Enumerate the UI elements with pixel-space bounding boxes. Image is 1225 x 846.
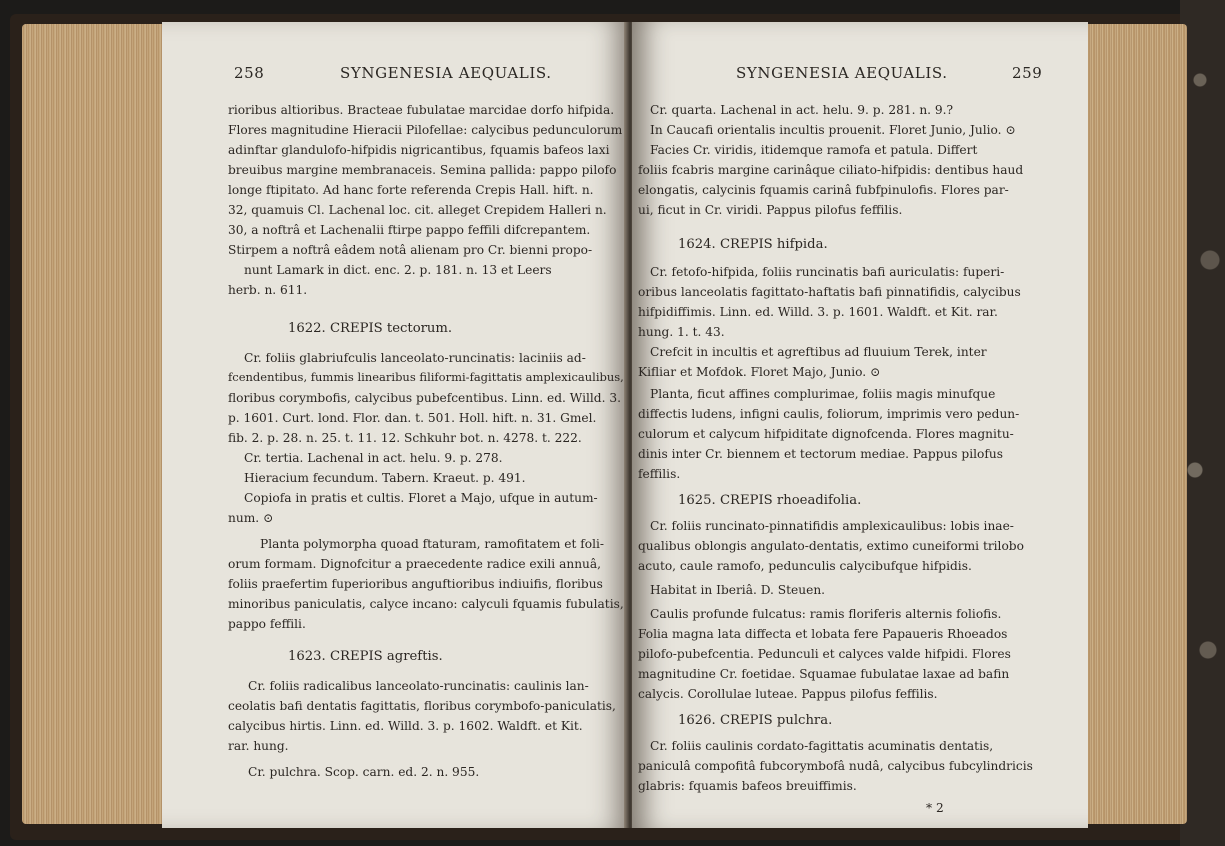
text-line: Planta, ficut affines complurimae, foliis magis minufque [650,387,996,401]
text-line: foliis fcabris margine carinâque ciliato-hifpidis: dentibus haud [638,163,1024,177]
text-line: pilofo-pubefcentia. Pedunculi et calyces valde hifpidi. Flores [638,647,1011,661]
text-line: Kifliar et Mofdok. Floret Majo, Junio. ⊙ [638,365,881,379]
text-line: diffectis ludens, infigni caulis, foliorum, imprimis vero pedun- [638,407,1020,421]
text-line: paniculâ compofitâ fubcorymbofâ nudâ, calycibus fubcylindricis [638,759,1033,773]
text-line: orum formam. Dignofcitur a praecedente radice exili annuâ, [228,557,602,571]
text-line: fcendentibus, fummis linearibus filiformi-fagittatis amplexicaulibus, [228,370,624,384]
text-line: Cr. tertia. Lachenal in act. helu. 9. p. 278. [244,451,503,465]
right-page [632,22,1088,828]
text-line: calycibus hirtis. Linn. ed. Willd. 3. p. 1602. Waldft. et Kit. [228,719,583,733]
left-page [162,22,627,828]
text-line: Cr. foliis glabriufculis lanceolato-runcinatis: laciniis ad- [244,351,586,365]
text-line: 30, a noftrâ et Lachenalii ftirpe pappo feffili difcrepantem. [228,223,591,237]
left-page-number: 258 [234,64,265,82]
text-line: Caulis profunde fulcatus: ramis floriferis alternis foliofis. [650,607,1002,621]
text-line: feffilis. [638,467,681,481]
text-line: rar. hung. [228,739,289,753]
text-line: Folia magna lata diffecta et lobata fere Papaueris Rhoeados [638,627,1008,641]
text-line: foliis praefertim fuperioribus anguftioribus indiuifis, floribus [228,577,603,591]
text-line: fib. 2. p. 28. n. 25. t. 11. 12. Schkuhr bot. n. 4278. t. 222. [228,431,582,445]
text-line: rioribus altioribus. Bracteae fubulatae marcidae dorfo hifpida. [228,103,615,117]
text-line: dinis inter Cr. biennem et tectorum mediae. Pappus pilofus [638,447,1003,461]
signature-mark: * 2 [926,801,944,815]
text-line: breuibus margine membranaceis. Semina pallida: pappo pilofo [228,163,617,177]
text-line: herb. n. 611. [228,283,308,297]
left-running-head: SYNGENESIA AEQUALIS. [340,64,552,82]
page-edges-left [22,24,172,824]
entry-heading: 1625. CREPIS rhoeadifolia. [678,493,862,508]
text-line: Cr. fetofo-hifpida, foliis runcinatis bafi auriculatis: fuperi- [650,265,1005,279]
text-line: p. 1601. Curt. lond. Flor. dan. t. 501. Holl. hift. n. 31. Gmel. [228,411,597,425]
text-line: Flores magnitudine Hieracii Pilofellae: calycibus pedunculorum [228,123,623,137]
text-line: Crefcit in incultis et agreftibus ad fluuium Terek, inter [650,345,987,359]
text-line: Stirpem a noftrâ eâdem notâ alienam pro Cr. bienni propo- [228,243,593,257]
text-line: hifpidiffimis. Linn. ed. Willd. 3. p. 1601. Waldft. et Kit. rar. [638,305,998,319]
entry-heading: 1624. CREPIS hifpida. [678,237,828,252]
text-line: Copiofa in pratis et cultis. Floret a Majo, ufque in autum- [244,491,598,505]
text-line: longe ftipitato. Ad hanc forte referenda Crepis Hall. hift. n. [228,183,594,197]
entry-heading: 1626. CREPIS pulchra. [678,713,833,728]
page-edges-right [1082,24,1187,824]
text-line: adinftar glandulofo-hifpidis nigricantibus, fquamis bafeos laxi [228,143,610,157]
text-line: culorum et calycum hifpiditate dignofcenda. Flores magnitu- [638,427,1014,441]
text-line: Cr. pulchra. Scop. carn. ed. 2. n. 955. [248,765,480,779]
text-line: pappo feffili. [228,617,306,631]
text-line: Cr. foliis caulinis cordato-fagittatis acuminatis dentatis, [650,739,994,753]
text-line: Habitat in Iberiâ. D. Steuen. [650,583,826,597]
text-line: 32, quamuis Cl. Lachenal loc. cit. alleget Crepidem Halleri n. [228,203,607,217]
text-line: In Caucafi orientalis incultis prouenit. Floret Junio, Julio. ⊙ [650,123,1016,137]
text-line: acuto, caule ramofo, pedunculis calycibufque hifpidis. [638,559,972,573]
text-line: glabris: fquamis bafeos breuiffimis. [638,779,857,793]
text-line: oribus lanceolatis fagittato-haftatis bafi pinnatifidis, calycibus [638,285,1021,299]
right-running-head: SYNGENESIA AEQUALIS. [736,64,948,82]
right-page-number: 259 [1012,64,1043,82]
text-line: calycis. Corollulae luteae. Pappus pilofus feffilis. [638,687,938,701]
text-line: nunt Lamark in dict. enc. 2. p. 181. n. 13 et Leers [244,263,552,277]
text-line: ui, ficut in Cr. viridi. Pappus pilofus feffilis. [638,203,903,217]
text-line: Facies Cr. viridis, itidemque ramofa et patula. Differt [650,143,978,157]
text-line: elongatis, calycinis fquamis carinâ fubfpinulofis. Flores par- [638,183,1009,197]
text-line: Cr. quarta. Lachenal in act. helu. 9. p. 281. n. 9.? [650,103,954,117]
text-line: hung. 1. t. 43. [638,325,725,339]
text-line: Cr. foliis radicalibus lanceolato-runcinatis: caulinis lan- [248,679,589,693]
text-line: Hieracium fecundum. Tabern. Kraeut. p. 491. [244,471,526,485]
text-line: Planta polymorpha quoad ftaturam, ramofitatem et foli- [260,537,604,551]
text-line: floribus corymbofis, calycibus pubefcentibus. Linn. ed. Willd. 3. [228,391,621,405]
text-line: ceolatis bafi dentatis fagittatis, floribus corymbofo-paniculatis, [228,699,616,713]
entry-heading: 1622. CREPIS tectorum. [288,321,453,336]
text-line: num. ⊙ [228,511,274,525]
entry-heading: 1623. CREPIS agreftis. [288,649,443,664]
text-line: minoribus paniculatis, calyce incano: calyculi fquamis fubulatis, [228,597,624,611]
text-line: Cr. foliis runcinato-pinnatifidis amplexicaulibus: lobis inae- [650,519,1014,533]
text-line: magnitudine Cr. foetidae. Squamae fubulatae laxae ad bafin [638,667,1010,681]
text-line: qualibus oblongis angulato-dentatis, extimo cuneiformi trilobo [638,539,1024,553]
